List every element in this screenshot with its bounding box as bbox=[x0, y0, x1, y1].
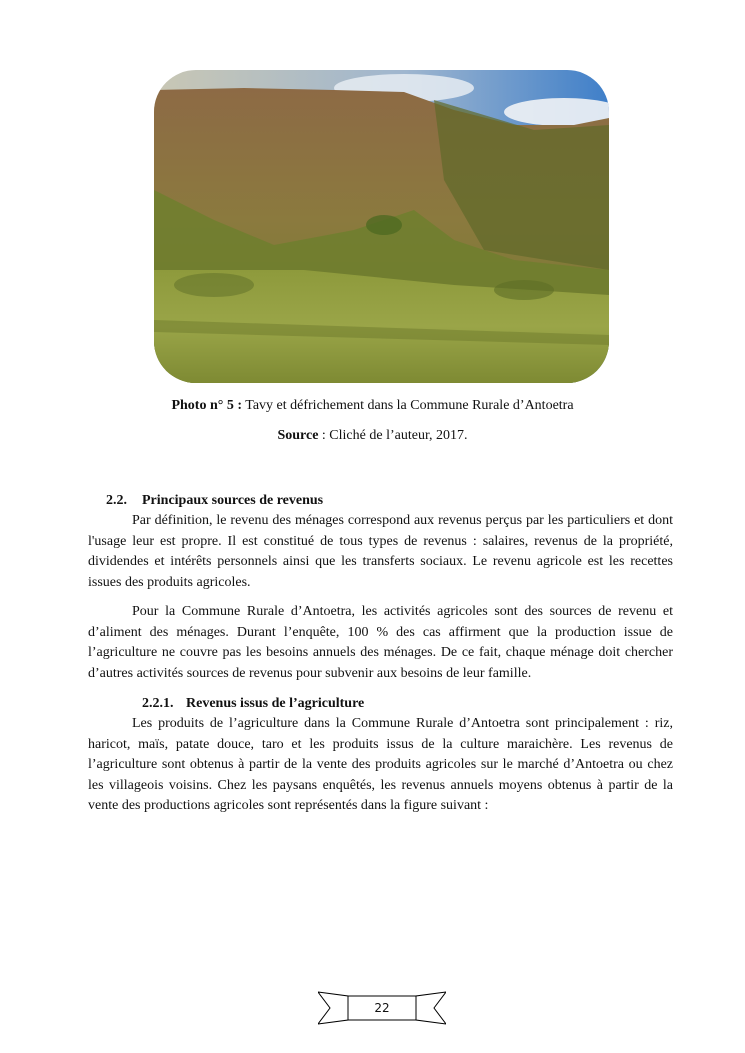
hillside-image bbox=[154, 70, 609, 383]
paragraph-agriculture-produits: Les produits de l’agriculture dans la Commune Rurale d’Antoetra sont principalement : riz, haricot, maïs, patate douce, taro et les produits issus de la culture maraichère. Les revenus de l’agriculture sont obtenus à partir de la vente des produits agricoles sur le marché d’Antoetra ou chez les villageois voisins. Chez les paysans enquêtés, les revenus annuels moyens obtenus à partir de la vente des productions agricoles sont représentés dans la figure suivant : bbox=[88, 716, 673, 813]
paragraph-antoetra-revenus: Pour la Commune Rurale d’Antoetra, les activités agricoles sont des sources de revenu et d’aliment des ménages. Durant l’enquête, 100 % des cas affirment que la production issue de l’agriculture ne couvre pas les besoins annuels des ménages. De ce fait, chaque ménage doit chercher d’autres activités sources de revenus pour subvenir aux besoins de leur famille. bbox=[88, 604, 673, 681]
page-number: 22 bbox=[374, 1001, 390, 1015]
section-heading-2-2-1 bbox=[142, 696, 364, 712]
landscape-photo bbox=[154, 70, 609, 383]
caption-label: Photo n° 5 : bbox=[171, 398, 242, 413]
subsection-number: 2.2.1. bbox=[142, 696, 174, 711]
caption-text: Tavy et défrichement dans la Commune Rurale d’Antoetra bbox=[242, 398, 574, 413]
photo-caption bbox=[0, 398, 745, 414]
section-number: 2.2. bbox=[106, 493, 127, 508]
paragraph-revenu-definition: Par définition, le revenu des ménages correspond aux revenus perçus par les particuliers et dont l'usage leur est propre. Il est constitué de tous types de revenus : salaires, revenus de la propriété, dividendes et intérêts personnels ainsi que les transferts sociaux. Le revenu agricole est les recettes issues des produits agricoles. bbox=[88, 513, 673, 590]
photo-source bbox=[0, 428, 745, 444]
section-title: Principaux sources de revenus bbox=[142, 493, 324, 508]
page-footer bbox=[318, 990, 446, 1026]
subsection-title: Revenus issus de l’agriculture bbox=[186, 696, 365, 711]
section-heading-2-2 bbox=[106, 493, 323, 509]
source-label: Source bbox=[277, 428, 319, 443]
source-text: : Cliché de l’auteur, 2017. bbox=[318, 428, 468, 443]
